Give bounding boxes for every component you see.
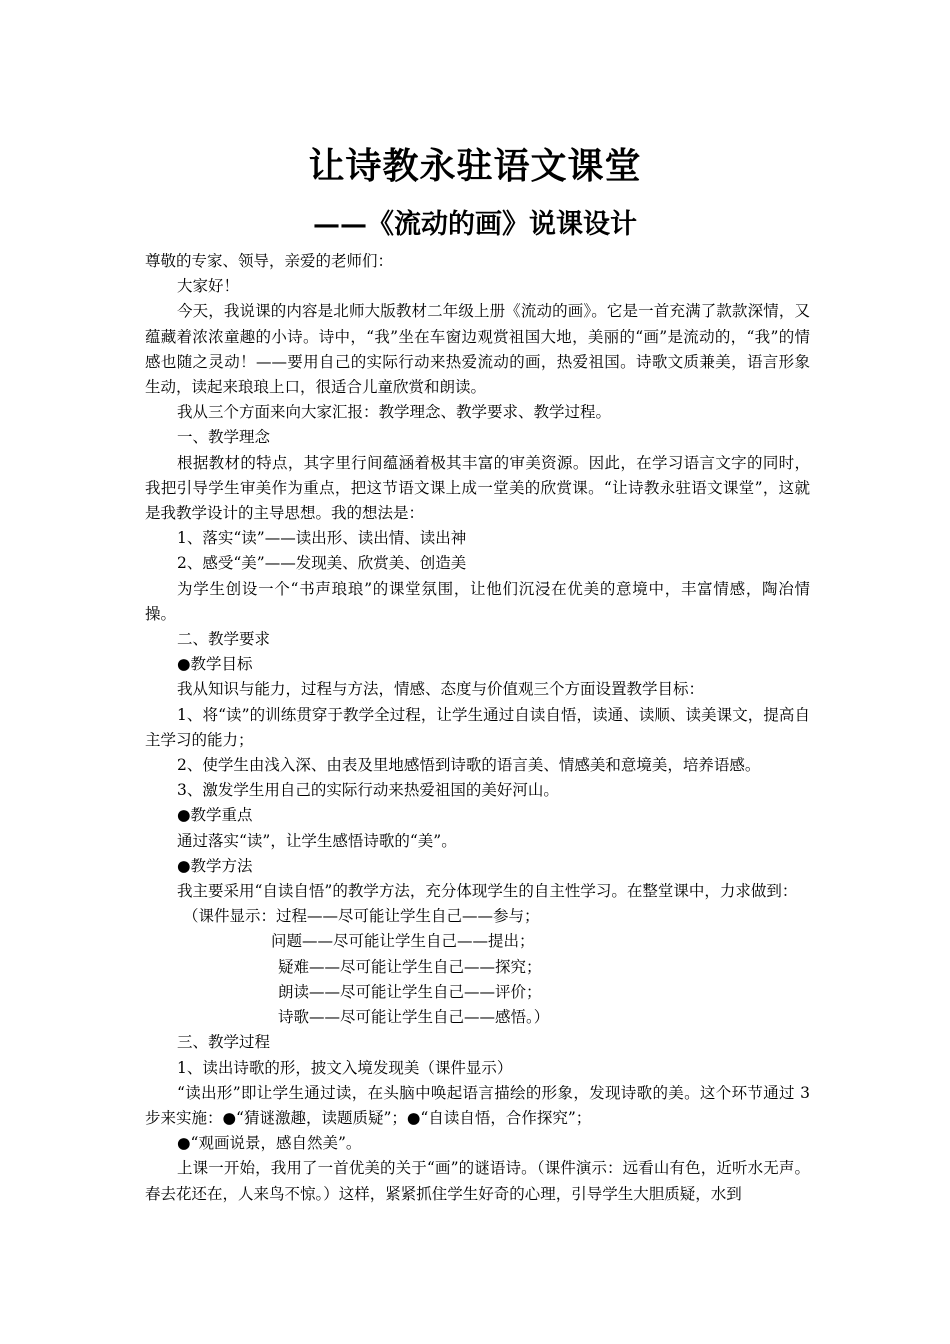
list-item: 1、落实“读”——读出形、读出情、读出神 bbox=[177, 529, 467, 548]
list-item: 2、感受“美”——发现美、欣赏美、创造美 bbox=[177, 554, 467, 573]
paragraph: ●“观画说景，感自然美”。 bbox=[177, 1134, 362, 1153]
salutation: 大家好！ bbox=[177, 277, 240, 296]
section-heading-2: 二、教学要求 bbox=[177, 630, 271, 649]
document-title: 让诗教永驻语文课堂 bbox=[308, 145, 642, 187]
section-heading-3: 三、教学过程 bbox=[177, 1033, 271, 1052]
courseware-line: 朗读——尽可能让学生自己——评价； bbox=[278, 982, 542, 1001]
bullet-heading: ●教学重点 bbox=[177, 806, 253, 825]
greeting: 尊敬的专家、领导，亲爱的老师们： bbox=[145, 252, 394, 270]
intro-paragraph: 今天，我说课的内容是北师大版教材二年级上册《流动的画》。它是一首充满了款款深情，又蕴藏着浓浓童趣的小诗。诗中，“我”坐在车窗边观赏祖国大地，美丽的“画”是流动的，“我”的情感也随之灵动！——要用自己的实际行动来热爱流动的画，热爱祖国。诗歌文质兼美，语言形象生动，读起来琅琅上口，很适合儿童欣赏和朗读。 bbox=[145, 302, 810, 397]
list-item: 2、使学生由浅入深、由表及里地感悟到诗歌的语言美、情感美和意境美，培养语感。 bbox=[177, 756, 761, 775]
paragraph: “读出形”即让学生通过读，在头脑中唤起语言描绘的形象，发现诗歌的美。这个环节通过 3 步来实施：●“猜谜激趣，读题质疑”；●“自读自悟，合作探究”； bbox=[145, 1083, 810, 1127]
list-item: 1、将“读”的训练贯穿于教学全过程，让学生通过自读自悟，读通、读顺、读美课文，提高自主学习的能力； bbox=[145, 705, 810, 749]
subsection-heading: 1、读出诗歌的形，披文入境发现美（课件显示） bbox=[177, 1058, 513, 1077]
courseware-line: 问题——尽可能让学生自己——提出； bbox=[271, 932, 535, 951]
document-body bbox=[145, 249, 810, 1207]
document-subtitle: ——《流动的画》说课设计 bbox=[313, 209, 637, 240]
paragraph: 上课一开始，我用了一首优美的关于“画”的谜语诗。（课件演示：远看山有色，近听水无声。春去花还在，人来鸟不惊。）这样，紧紧抓住学生好奇的心理，引导学生大胆质疑，水到 bbox=[145, 1159, 810, 1203]
paragraph: 根据教材的特点，其字里行间蕴涵着极其丰富的审美资源。因此，在学习语言文字的同时，我把引导学生审美作为重点，把这节语文课上成一堂美的欣赏课。“让诗教永驻语文课堂”，这就是我教学设计的主导思想。我的想法是： bbox=[145, 453, 810, 523]
bullet-heading: ●教学目标 bbox=[177, 655, 253, 674]
courseware-line: （课件显示：过程——尽可能让学生自己——参与； bbox=[183, 907, 540, 926]
paragraph: 为学生创设一个“书声琅琅”的课堂氛围，让他们沉浸在优美的意境中，丰富情感，陶冶情操。 bbox=[145, 579, 810, 623]
list-item: 3、激发学生用自己的实际行动来热爱祖国的美好河山。 bbox=[177, 781, 559, 800]
overview-paragraph: 我从三个方面来向大家汇报：教学理念、教学要求、教学过程。 bbox=[177, 403, 612, 422]
courseware-line: 疑难——尽可能让学生自己——探究； bbox=[278, 957, 542, 976]
courseware-line: 诗歌——尽可能让学生自己——感悟。） bbox=[278, 1008, 550, 1027]
paragraph: 通过落实“读”，让学生感悟诗歌的“美”。 bbox=[177, 831, 457, 850]
paragraph: 我从知识与能力，过程与方法，情感、态度与价值观三个方面设置教学目标： bbox=[177, 680, 705, 699]
paragraph: 我主要采用“自读自悟”的教学方法，充分体现学生的自主性学习。在整堂课中，力求做到： bbox=[177, 882, 798, 901]
bullet-heading: ●教学方法 bbox=[177, 856, 253, 875]
section-heading-1: 一、教学理念 bbox=[177, 428, 271, 447]
